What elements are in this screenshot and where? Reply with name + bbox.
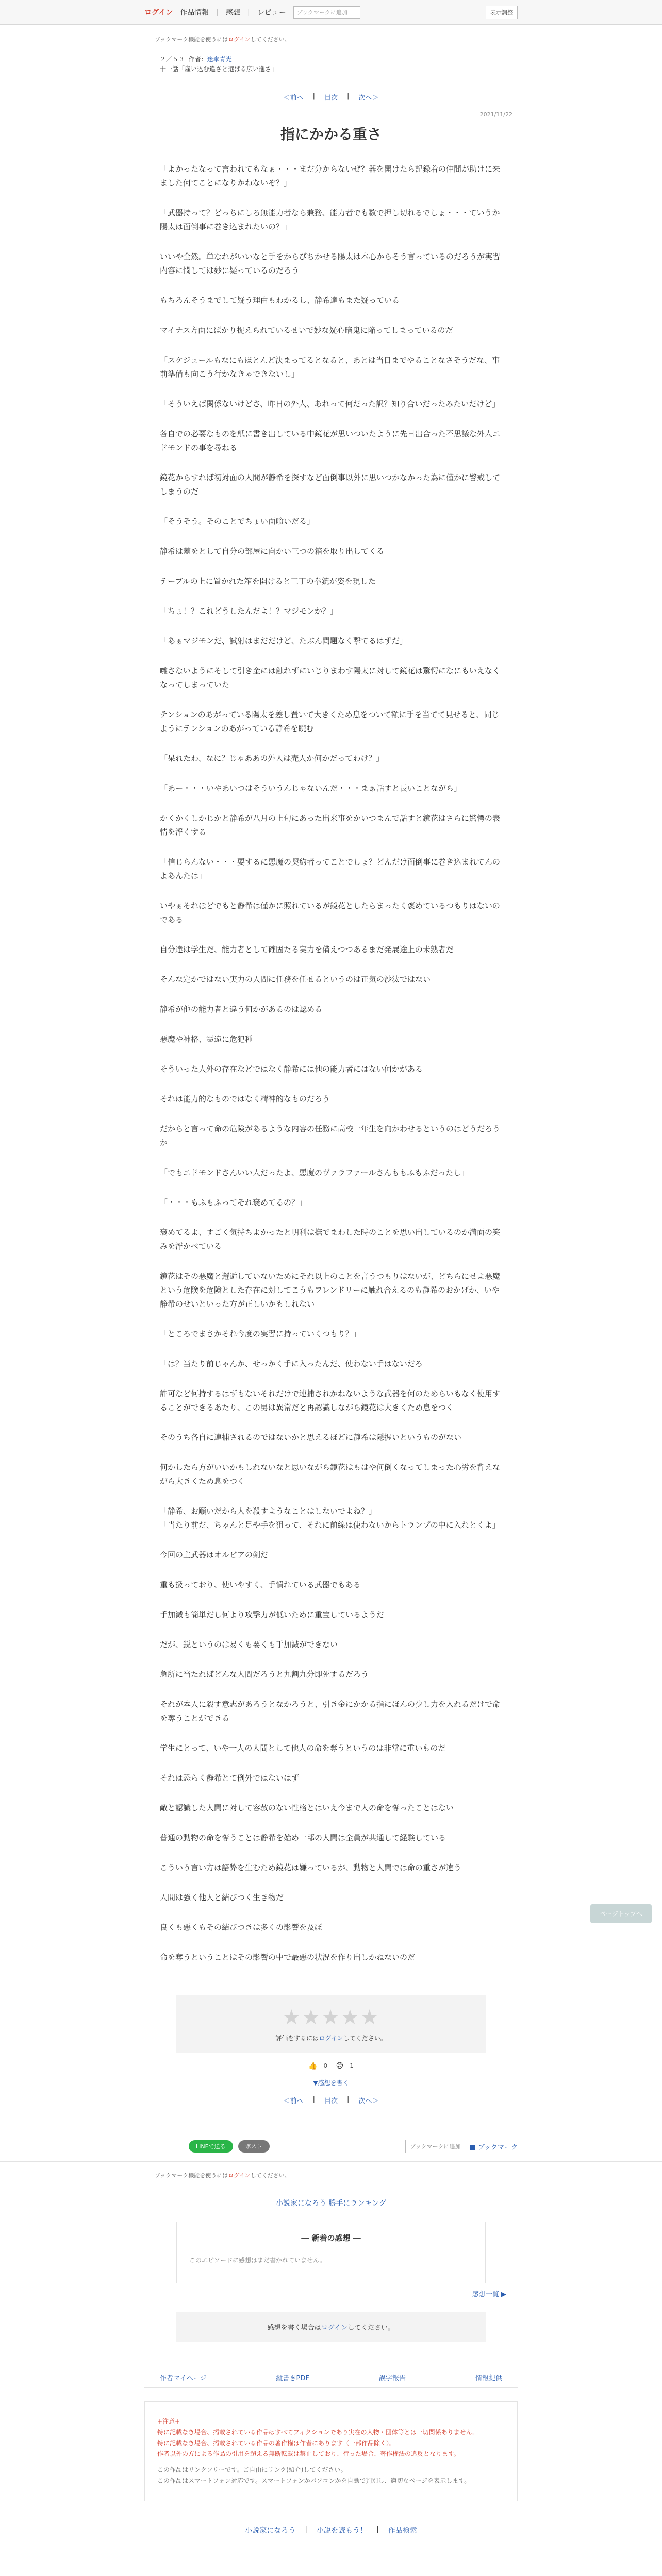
- novel-paragraph: そういった人外の存在などではなく静希には他の能力者にはない何かがある: [160, 1064, 423, 1074]
- bookmark-area: [405, 2140, 518, 2153]
- write-review-toggle[interactable]: [0, 2078, 662, 2087]
- novel-paragraph: 今回の主武器はオルビアの剣だ: [160, 1550, 269, 1560]
- toc-link[interactable]: 目次: [324, 94, 338, 103]
- top-bar: [0, 0, 662, 25]
- notice-login-link[interactable]: ログイン: [228, 2172, 251, 2179]
- novel-paragraph: 「ところでまさかそれ今度の実習に持っていくつもり？」: [160, 1329, 361, 1339]
- novel-paragraph: 褒めてるよ、すごく気持ちよかったと明利は撫でまわした時のことを思い出しているのか満面の笑みを浮かべている: [160, 1228, 501, 1251]
- x-share-button[interactable]: ポスト: [238, 2140, 270, 2153]
- novel-paragraph: いやぁそれほどでもと静希は僅かに照れているが鏡花としたらまったく褒めているつもりはないのである: [160, 901, 500, 925]
- novel-paragraph: 「あー・・・いやあいつはそういうんじゃないんだ・・・まぁ話すと長いことながら」: [160, 784, 462, 793]
- episode-meta: [144, 43, 518, 74]
- novel-paragraph: 静希は蓋をとして自分の部屋に向かい三つの箱を取り出してくる: [160, 547, 385, 556]
- novel-body: [144, 162, 518, 1964]
- footer-link-yomou[interactable]: 小説を読もう！: [317, 2527, 367, 2535]
- pager-separator: |: [312, 92, 315, 100]
- footer-links: [0, 2525, 662, 2535]
- rating-box: [176, 1995, 486, 2053]
- novel-paragraph: 「そうそう。そのことでちょい面喰いだる」: [160, 517, 315, 527]
- no-reviews-message: このエピソードに感想はまだ書かれていません。: [189, 2257, 326, 2264]
- ranking-link[interactable]: 小説家になろう 勝手にランキング: [275, 2199, 387, 2208]
- review-login-box: [176, 2312, 486, 2342]
- novel-paragraph: 囃さないようにそして引き金には触れずにいじりまわす陽太に対して鏡花は驚愕になにもいえなくなってしまっていた: [160, 666, 501, 690]
- novel-paragraph: テーブルの上に置かれた箱を開けると三丁の拳銃が姿を現した: [160, 577, 376, 586]
- novel-paragraph: 敵と認識した人間に対して容赦のない性格とはいえ今まで人の命を奪ったことはない: [160, 1803, 454, 1813]
- caution-gray-line: この作品はリンクフリーです。ご自由にリンク(紹介)してください。: [157, 2466, 347, 2474]
- smile-count: 1: [350, 2062, 354, 2070]
- footer-separator: |: [305, 2525, 307, 2534]
- novel-paragraph: 各自での必要なものを紙に書き出している中鏡花が思いついたように先日出合った不思議な外人エドモンドの事を尋ねる: [160, 429, 501, 453]
- new-reviews-box: [176, 2222, 486, 2283]
- rating-login-link[interactable]: ログイン: [319, 2035, 343, 2042]
- nav-item-impressions[interactable]: 感想: [226, 8, 241, 17]
- rating-note-text: してください。: [343, 2035, 387, 2042]
- pager-top: [144, 92, 518, 102]
- novel-paragraph: マイナス方面にばかり捉えられているせいで妙な疑心暗鬼に陥ってしまっているのだ: [160, 326, 453, 335]
- novel-paragraph: 「静希、お願いだから人を殺すようなことはしないでよね？」 「当たり前だ、ちゃんと足や手を狙って、それに前線は使わないからトランプの中に入れとくよ」: [160, 1506, 500, 1530]
- caution-box: [144, 2401, 518, 2501]
- novel-paragraph: 「信じらんない・・・要するに悪魔の契約者ってことでしょ？どんだけ面倒事に巻き込まれてんのよあんたは」: [160, 857, 501, 881]
- novel-paragraph: 自分達は学生だ、能力者として確固たる実力を備えつつあるまだ発展途上の未熟者だ: [160, 945, 454, 955]
- novel-paragraph: 「でもエドモンドさんいい人だったよ、悪魔のヴァラファールさんももふもふだったし」: [160, 1168, 469, 1178]
- login-link[interactable]: ログイン: [144, 8, 173, 17]
- novel-paragraph: テンションのあがっている陽太を差し置いて大きくため息をついて額に手を当てて見せると、同じようにテンションのあがっている静希を睨む: [160, 710, 500, 734]
- caution-head: +注意+: [157, 2418, 180, 2426]
- pager-bottom: [0, 2095, 662, 2105]
- novel-paragraph: それは恐らく静希とて例外ではないはず: [160, 1773, 300, 1783]
- display-settings-button[interactable]: 表示調整: [486, 6, 518, 19]
- top-nav: [144, 6, 360, 19]
- nav-separator: |: [247, 8, 250, 16]
- main-container: [144, 25, 518, 1964]
- review-list-link-wrap: [156, 2289, 506, 2298]
- notice-text: してください。: [250, 36, 290, 43]
- notice-text: ブックマーク機能を使うには: [155, 36, 228, 43]
- novel-paragraph: 「よかったなって言われてもなぁ・・・まだ分からないぜ？器を開けたら記録着の仲間が助けに来ました何てことになりかねないぞ？」: [160, 164, 501, 188]
- caution-line: 特に記載なき場合、掲載されている作品の著作権は作者にあります（一部作品除く）。: [157, 2439, 396, 2447]
- author-mypage-link[interactable]: 作者マイページ: [160, 2375, 207, 2383]
- write-review-link[interactable]: ▼感想を書く: [313, 2079, 349, 2087]
- rating-note-text: 評価をするには: [275, 2035, 319, 2042]
- novel-paragraph: そのうち各自に連捕されるのではないかと思えるほどに静希は隠握いというものがない: [160, 1433, 462, 1443]
- novel-paragraph: 「そういえば関係ないけどさ、昨日の外人、あれって何だった訳？知り合いだったみたいだけど」: [160, 399, 500, 409]
- toc-link[interactable]: 目次: [324, 2097, 338, 2106]
- login-box-text: してください。: [347, 2324, 395, 2332]
- novel-paragraph: 鏡花からすれば初対面の人間が静希を探すなど面倒事以外に思いつかなかった為に僅かに警戒してしまうのだ: [160, 473, 501, 497]
- author-links-row: [144, 2367, 518, 2388]
- bookmark-link[interactable]: ■ ブックマーク: [469, 2143, 518, 2151]
- caution-line: 作者以外の方による作品の引用を超える無断転載は禁止しており、行った場合、著作権法の違反となります。: [157, 2450, 460, 2458]
- caution-gray-block: [157, 2465, 505, 2486]
- pager-separator: |: [312, 2095, 315, 2104]
- new-reviews-title: ― 新着の感想 ―: [301, 2233, 361, 2243]
- novel-paragraph: 急所に当たればどんな人間だろうと九割九分即死するだろう: [160, 1670, 369, 1680]
- next-link[interactable]: 次へ＞: [358, 2097, 379, 2106]
- episode-title: 指にかかる重さ: [280, 126, 382, 143]
- notice-text: してください。: [250, 2172, 290, 2179]
- notice-text: ブックマーク機能を使うには: [155, 2172, 228, 2179]
- bookmark-notice-bottom: [144, 2162, 518, 2179]
- author-link[interactable]: 迷傘青光: [207, 56, 232, 63]
- novel-paragraph: 許可など何持するはずもないそれだけで連捕されかねないような武器を何のためらいもなく使用することができるあたり、この男は異常だと再認識しながら鏡花は大きくため息をつく: [160, 1389, 501, 1413]
- novel-paragraph: 「呆れたわ、なに？じゃああの外人は売人か何かだってわけ？」: [160, 754, 384, 764]
- novel-paragraph: 鏡花はその悪魔と邂逅していないためにそれ以上のことを言うつもりはないが、どちらにせよ悪魔という危険を危険とした存在に対してこうもフレンドリーに触れ合えるのも静希のおかげか、いや静希のせいといった方が正しいかもしれない: [160, 1272, 501, 1309]
- footer-link-narou[interactable]: 小説家になろう: [245, 2527, 296, 2535]
- caution-gray-line: この作品はスマートフォン対応です。スマートフォンかパソコンかを自動で判別し、適切なページを表示します。: [157, 2477, 471, 2485]
- review-list-link[interactable]: 感想一覧 ▶: [472, 2291, 506, 2299]
- lower-container: [144, 2162, 518, 2208]
- novel-paragraph: 「武器持って？どっちにしろ無能力者なら兼務、能力者でも数で押し切れるでしょ・・・ていうか陽太は面倒事に巻き込まれたいの？」: [160, 208, 500, 232]
- novel-paragraph: だが、鋭というのは易くも要くも手加減ができない: [160, 1640, 338, 1650]
- bookmark-add-button[interactable]: ブックマークに追加: [293, 6, 360, 19]
- novel-paragraph: かくかくしかじかと静希が八月の上旬にあった出来事をかいつまんで話すと鏡花はさらに驚愕の表情を浮くする: [160, 814, 500, 837]
- novel-paragraph: だからと言って命の危険があるような内容の任務に高校一年生を向かわせるというのはどうだろうか: [160, 1124, 501, 1148]
- line-share-button[interactable]: LINEで送る: [189, 2140, 233, 2153]
- novel-paragraph: 「は？当たり前じゃんか、せっかく手に入ったんだ、使わない手はないだろ」: [160, 1359, 431, 1369]
- novel-paragraph: こういう言い方は語弊を生むため鏡花は嫌っているが、動物と人間では命の重さが違う: [160, 1863, 462, 1873]
- footer-separator: |: [376, 2525, 379, 2534]
- typo-report-link[interactable]: 誤字報告: [378, 2375, 406, 2383]
- novel-paragraph: 手加減も簡単だし何より攻撃力が低いために重宝しているようだ: [160, 1610, 385, 1620]
- novel-paragraph: 命を奪うということはその影響の中で最悪の状況を作り出しかねないのだ: [160, 1953, 416, 1962]
- novel-paragraph: 「あぁマジモンだ、試射はまだだけど、たぶん問題なく撃てるはずだ」: [160, 636, 407, 646]
- novel-paragraph: それは能力的なものではなく精神的なものだろう: [160, 1094, 330, 1104]
- nav-separator: |: [216, 8, 219, 16]
- novel-paragraph: 静希が他の能力者と違う何かがあるのは認める: [160, 1005, 323, 1014]
- reactions: [0, 2062, 662, 2070]
- bookmark-label: ブックマーク: [477, 2143, 518, 2151]
- chapter-title: 十一話「雇い込む違さと選ばる広い進さ」: [160, 65, 278, 73]
- footer-link-search[interactable]: 作品検索: [388, 2527, 417, 2535]
- novel-paragraph: いいや全然。単なれがいいなと手をからびちかせる陽太は本心からそう言っているのだろうが実習内容に憫しては妙に疑っているのだろう: [160, 252, 501, 276]
- novel-paragraph: 良くも悪くもその結びつきは多くの影響を及ぼ: [160, 1923, 323, 1933]
- novel-paragraph: 「・・・もふもふってそれ褒めてるの？」: [160, 1198, 307, 1208]
- notice-login-link[interactable]: ログイン: [228, 36, 251, 43]
- like-count: 0: [323, 2062, 328, 2070]
- post-date: 2021/11/22: [479, 111, 512, 118]
- novel-paragraph: 学生にとって、いや一人の人間として他人の命を奪うというのは非常に重いものだ: [160, 1743, 446, 1753]
- novel-paragraph: 普通の動物の命を奪うことは静希を始め一部の人間は全員が共通して経験している: [160, 1833, 446, 1843]
- login-box-text: 感想を書く場合は: [267, 2324, 321, 2332]
- prev-link[interactable]: ＜前へ: [283, 94, 304, 103]
- share-band: [0, 2131, 662, 2162]
- caution-line: 特に記載なき場合、掲載されている作品はすべてフィクションであり実在の人物・団体等とは一切関係ありません。: [157, 2429, 479, 2436]
- vertical-pdf-link[interactable]: 縦書きPDF: [276, 2375, 309, 2383]
- novel-paragraph: もちろんそうまでして疑う理由もわかるし、静希達もまた疑っている: [160, 296, 400, 306]
- rating-note: [187, 2033, 475, 2042]
- ranking-link-wrap: [144, 2198, 518, 2208]
- novel-paragraph: それが本人に殺す意志があろうとなかろうと、引き金にかかる指にほんの少し力を入れるだけで命を奪うことができる: [160, 1700, 501, 1723]
- bookmark-notice: [144, 25, 518, 43]
- next-link[interactable]: 次へ＞: [358, 94, 379, 103]
- nav-item-info[interactable]: 作品情報: [180, 8, 209, 17]
- page-top-button[interactable]: ページトップへ: [590, 1904, 652, 1923]
- novel-paragraph: 「スケジュールもなにもほとんど決まってるとなると、あとは当日までやることなさそうだな、事前準備も向こう行かなきゃできないし」: [160, 355, 500, 379]
- novel-paragraph: 「ちょ！？これどうしたんだよ！？マジモンか？」: [160, 606, 338, 616]
- novel-paragraph: 悪魔や神格、霊遠に危犯種: [160, 1035, 253, 1044]
- pager-separator: |: [347, 2095, 350, 2104]
- share-buttons: [189, 2140, 270, 2153]
- nav-item-review[interactable]: レビュー: [257, 8, 286, 17]
- pager-separator: |: [347, 92, 350, 100]
- novel-paragraph: 重も扱っており、使いやすく、手慣れている武器でもある: [160, 1580, 361, 1590]
- prev-link[interactable]: ＜前へ: [283, 2097, 304, 2106]
- review-login-link[interactable]: ログイン: [321, 2324, 348, 2332]
- smile-icon[interactable]: 😊: [336, 2062, 344, 2071]
- novel-paragraph: そんな定かではない実力の人間に任務を任せるというのは正気の沙汰ではない: [160, 975, 431, 985]
- bookmark-add-disabled[interactable]: ブックマークに追加: [405, 2140, 465, 2153]
- episode-number: ２／５３: [160, 56, 185, 63]
- author-label: 作者：: [188, 56, 207, 63]
- thumbs-up-icon[interactable]: 👍: [308, 2062, 318, 2071]
- novel-paragraph: 人間は強く他人と結びつく生き物だ: [160, 1893, 284, 1903]
- novel-paragraph: 何かしたら方がいいかもしれないなと思いながら鏡花はもはや何倒くなってしまった心労を背えながら大きくため息をつく: [160, 1463, 501, 1486]
- info-provide-link[interactable]: 情報提供: [475, 2375, 502, 2383]
- rating-stars[interactable]: ★★★★★: [282, 2006, 380, 2030]
